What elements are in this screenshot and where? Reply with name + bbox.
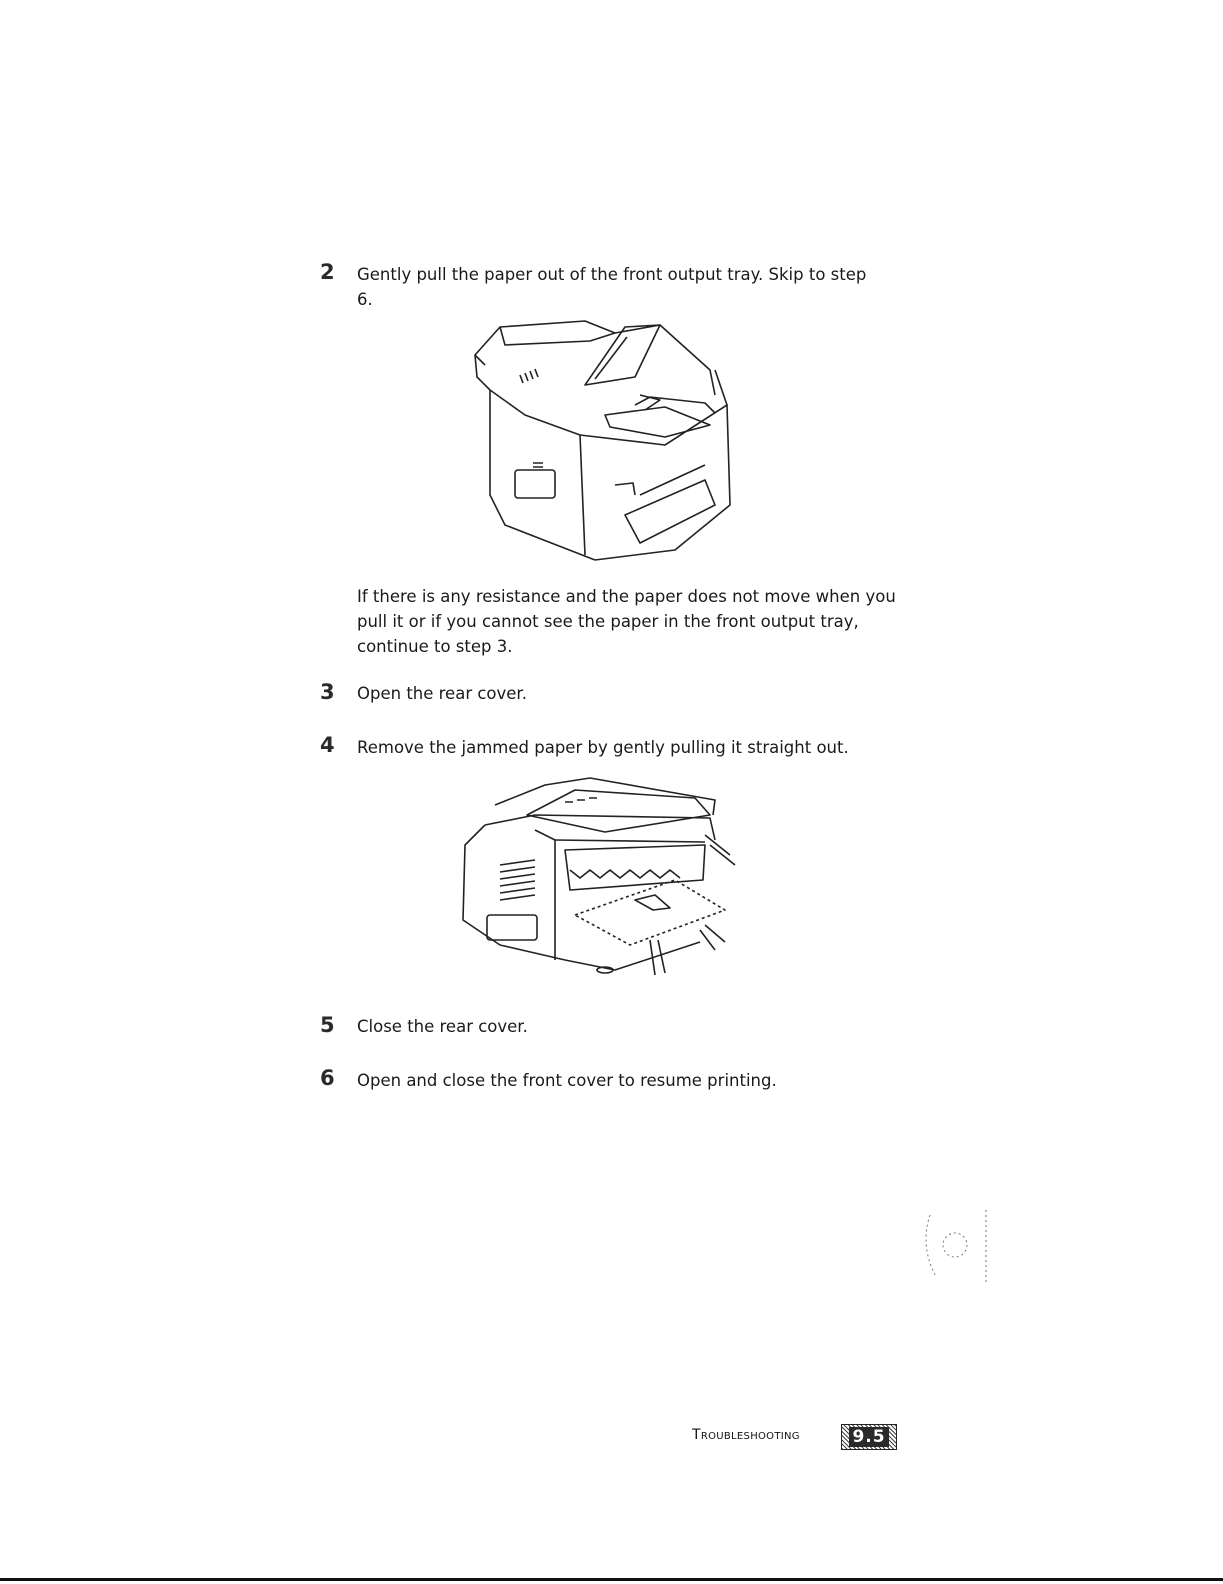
step-number: 3 (320, 680, 335, 704)
page-number-badge (841, 1424, 897, 1450)
page-number: 9.5 (849, 1427, 888, 1447)
step-number: 2 (320, 260, 335, 284)
step-number: 4 (320, 733, 335, 757)
footer-section-label: Troubleshooting (692, 1427, 800, 1443)
bottom-border (0, 1578, 1223, 1581)
printer-front-output-tray-illustration (465, 315, 735, 565)
step-text: Remove the jammed paper by gently pulling it straight out. (357, 738, 849, 757)
step-text: Open and close the front cover to resume printing. (357, 1071, 777, 1090)
step-note: If there is any resistance and the paper does not move when you pull it or if you cannot see the paper in the front output tray, continue to step 3. (357, 587, 896, 656)
step-number: 5 (320, 1013, 335, 1037)
printer-rear-jam-removal-illustration (455, 770, 755, 990)
scan-artifact-mark (910, 1205, 995, 1295)
step-text: Gently pull the paper out of the front output tray. Skip to step 6. (357, 265, 867, 309)
step-text: Open the rear cover. (357, 684, 527, 703)
step-number: 6 (320, 1066, 335, 1090)
step-text: Close the rear cover. (357, 1017, 528, 1036)
